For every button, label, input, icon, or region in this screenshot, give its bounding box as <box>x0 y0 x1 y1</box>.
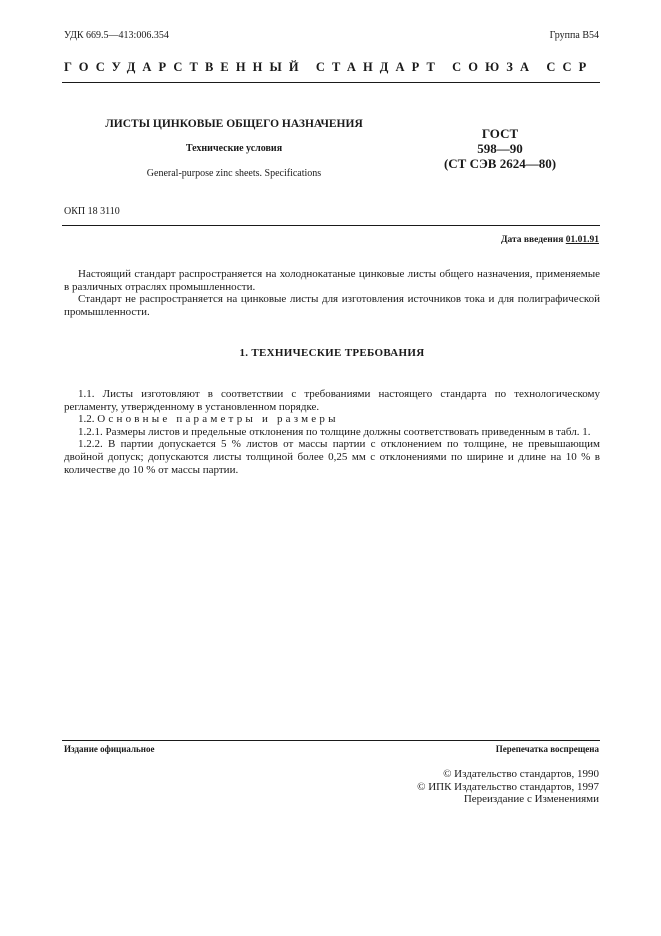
intro-text <box>64 268 600 318</box>
english-title: General-purpose zinc sheets. Specifications <box>146 168 322 179</box>
intro-date-value: 01.01.91 <box>565 235 599 245</box>
intro-paragraph: Настоящий стандарт распространяется на холоднокатаные цинковые листы общего назначения, применяемые в различных отраслях промышленности. <box>64 268 600 293</box>
copyright-block <box>417 768 599 806</box>
clause-1-2-number: 1.2. <box>78 413 95 426</box>
clause-1-1: 1.1. Листы изготовляют в соответствии с требованиями настоящего стандарта по технологическому регламенту, утвержденному в установленном порядке. <box>64 388 600 413</box>
intro-paragraph: Стандарт не распространяется на цинковые листы для изготовления источников тока и для полиграфической промышленности. <box>64 293 600 318</box>
reissue-note: Переиздание с Изменениями <box>463 793 599 805</box>
title-rule <box>62 225 600 226</box>
intro-date <box>501 235 599 245</box>
section-body <box>64 388 600 476</box>
standard-banner: ГОСУДАРСТВЕННЫЙ СТАНДАРТ СОЮЗА ССР <box>64 60 594 74</box>
clause-1-2-2: 1.2.2. В партии допускается 5 % листов от массы партии с отклонением по толщине, не превышающим двойной допуск; допускаются листы толщиной более 0,25 мм с отклонениями по ширине и длине на 10 % в количестве до 10 % от массы партии. <box>64 438 600 476</box>
group-code: Группа В54 <box>549 30 599 41</box>
gost-label: ГОСТ <box>481 126 519 141</box>
document-title: ЛИСТЫ ЦИНКОВЫЕ ОБЩЕГО НАЗНАЧЕНИЯ <box>105 118 363 130</box>
sev-number: (СТ СЭВ 2624—80) <box>443 156 557 171</box>
gost-block <box>420 126 580 171</box>
okp-code: ОКП 18 3110 <box>64 206 120 217</box>
copyright-line-1: © Издательство стандартов, 1990 <box>443 768 599 780</box>
footer-rule <box>62 740 600 741</box>
reprint-forbidden: Перепечатка воспрещена <box>495 744 599 754</box>
section-heading: 1. ТЕХНИЧЕСКИЕ ТРЕБОВАНИЯ <box>239 347 425 359</box>
banner-rule <box>62 82 600 83</box>
document-subtitle: Технические условия <box>185 143 283 154</box>
clause-1-2-text: Основные параметры и размеры <box>97 413 339 426</box>
official-edition: Издание официальное <box>64 744 155 754</box>
intro-date-label: Дата введения <box>500 235 564 245</box>
udk-code: УДК 669.5—413:006.354 <box>64 30 169 41</box>
clause-1-2-1: 1.2.1. Размеры листов и предельные отклонения по толщине должны соответствовать приведенным в табл. 1. <box>78 425 591 438</box>
clause-1-2 <box>64 413 600 426</box>
copyright-line-2: © ИПК Издательство стандартов, 1997 <box>417 780 599 793</box>
gost-number: 598—90 <box>477 141 523 156</box>
